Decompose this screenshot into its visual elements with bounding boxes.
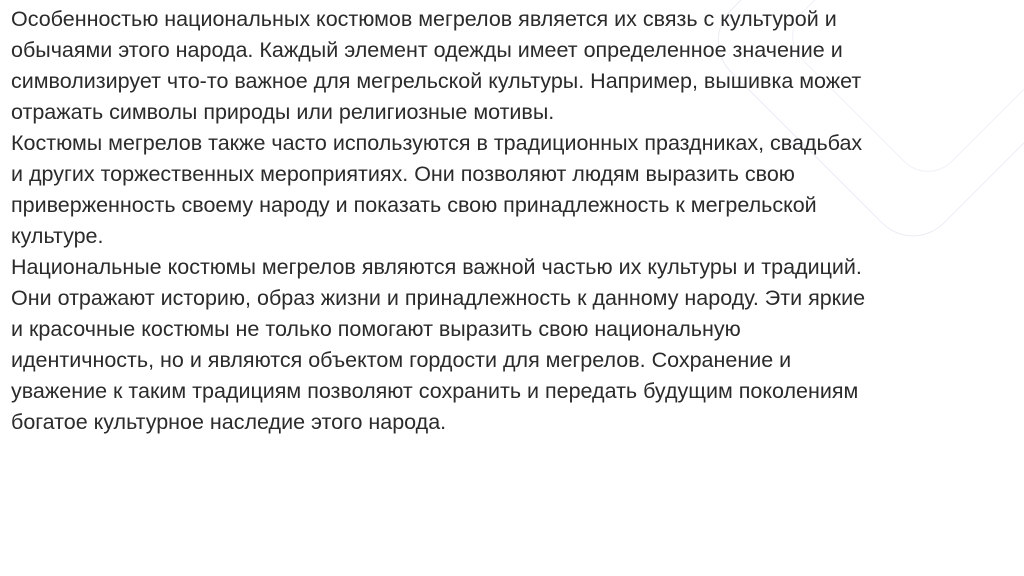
paragraph-cultural-heritage: Национальные костюмы мегрелов являются важной частью их культуры и традиций. Они отражают историю, образ жизни и принадлежность к данному народу. Эти яркие и красочные костюмы не только помогают выразить свою национальную идентичность, но и являются объектом гордости для мегрелов. Сохранение и уважение к таким традициям позволяют сохранить и передать будущим поколениям богатое культурное наследие этого народа. [11,255,866,434]
paragraph-traditions-meaning: Особенностью национальных костюмов мегрелов является их связь с культурой и обычаями этого народа. Каждый элемент одежды имеет определенное значение и символизирует что-то важное для мегрельской культуры. Например, вышивка может отражать символы природы или религиозные мотивы. [11,7,862,124]
paragraph-celebrations: Костюмы мегрелов также часто используются в традиционных праздниках, свадьбах и других торжественных мероприятиях. Они позволяют людям выразить свою приверженность своему народу и показать свою принадлежность к мегрельской культуре. [11,131,863,248]
slide-text-body [11,4,1019,438]
